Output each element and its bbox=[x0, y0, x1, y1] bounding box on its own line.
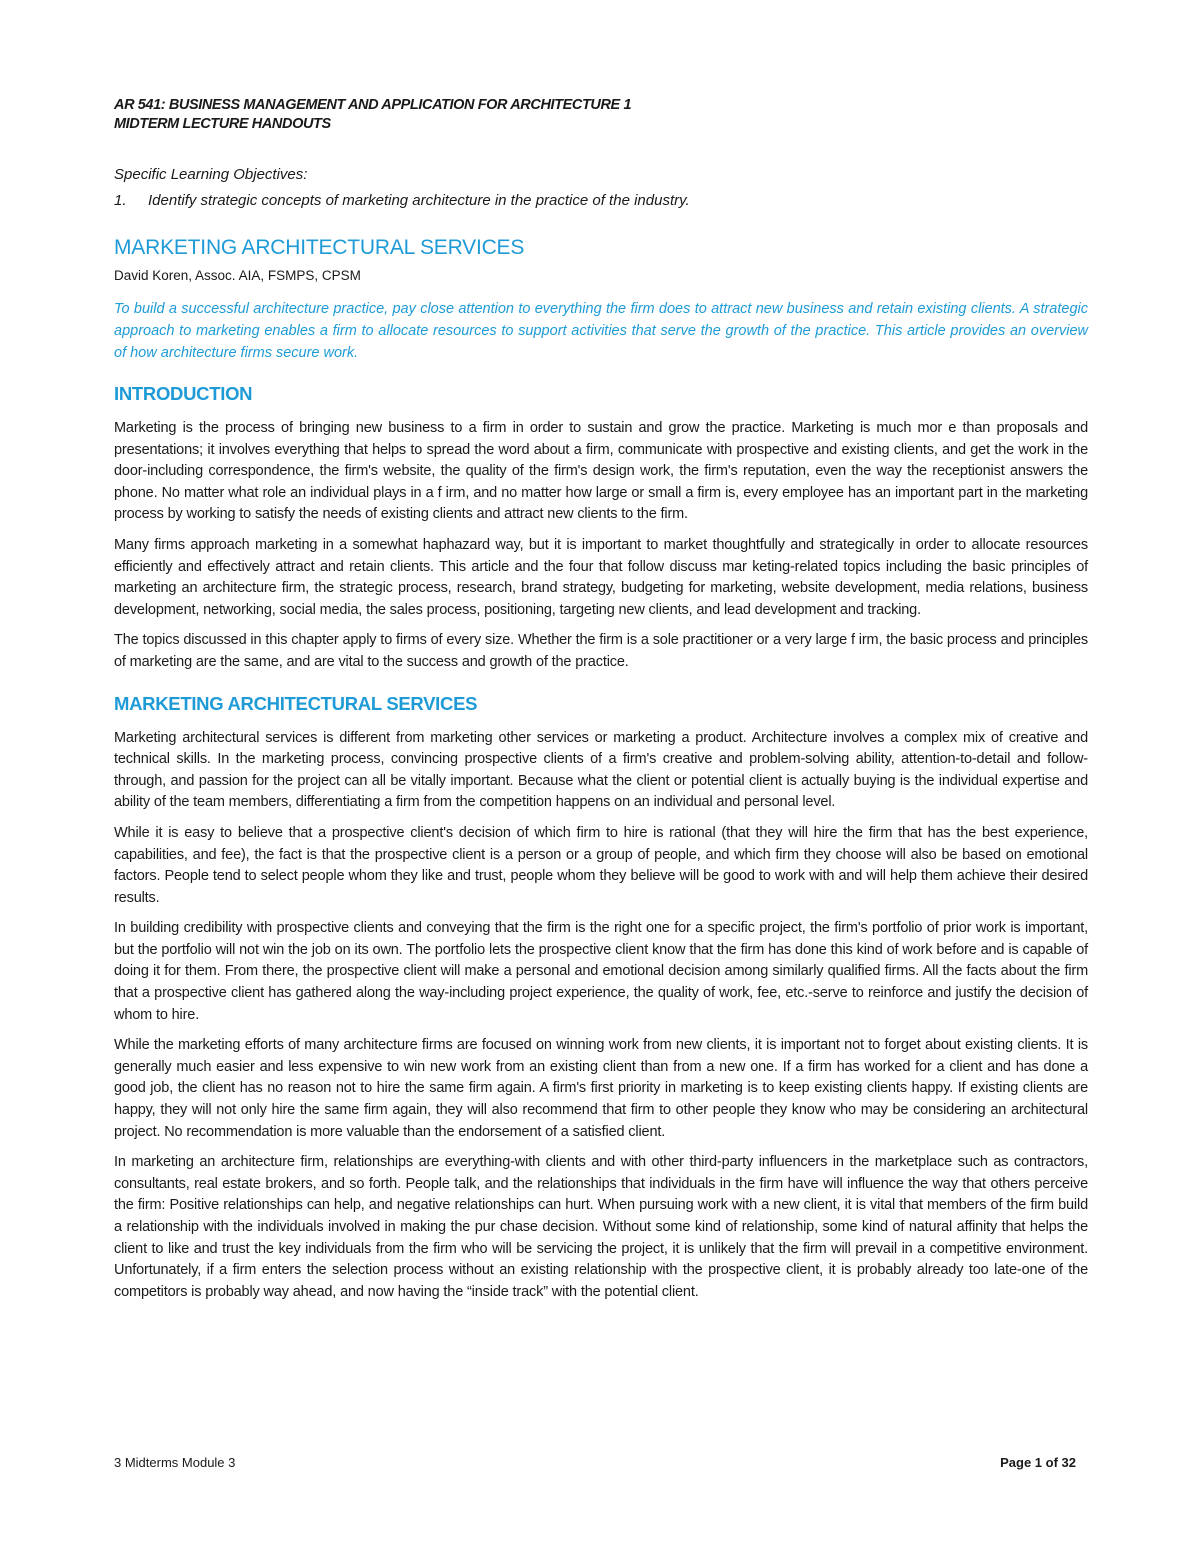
paragraph: Marketing is the process of bringing new business to a firm in order to sustain and grow the practice. Marketing is much mor e than proposals and presentations; it involves everything that helps to spread the word about a firm, communicate with prospective and existing clients, and get the work in the door-including correspondence, the firm's website, the quality of the firm's design work, the firm's reputation, even the way the receptionist answers the phone. No matter what role an individual plays in a f irm, and no matter how large or small a firm is, every employee has an important part in the marketing process by working to satisfy the needs of existing clients and attract new clients to the firm. bbox=[114, 420, 1088, 523]
paragraph: In marketing an architecture firm, relationships are everything-with clients and with other third-party influencers in the marketplace such as contractors, consultants, real estate brokers, and so forth. People talk, and the relationships that individuals in the firm have will influence the way that others perceive the firm: Positive relationships can help, and negative relationships can hurt. When pursuing work with a new client, it is vital that members of the firm build a relationship with the individuals involved in making the pur chase decision. Without some kind of relationship, some kind of natural affinity that helps the client to like and trust the key individuals from the firm who will be servicing the project, it is unlikely that the firm will prevail in a competitive environment. Unfortunately, if a firm enters the selection process without an existing relationship with the prospective client, it is probably already too late-one of the competitors is probably way ahead, and now having the “inside track” with the potential client. bbox=[114, 1154, 1088, 1300]
paragraph: Marketing architectural services is different from marketing other services or marketing a product. Architecture involves a complex mix of creative and technical skills. In the marketing process, convincing prospective clients of a firm's creative and problem-solving ability, attention-to-detail and follow-through, and passion for the project can all be vitally important. Because what the client or potential client is actually buying is the individual expertise and ability of the team members, differentiating a firm from the competition happens on an individual and personal level. bbox=[114, 729, 1088, 811]
paragraph: Many firms approach marketing in a somewhat haphazard way, but it is important to market thoughtfully and strategically in order to allocate resources efficiently and effectively attract and retain clients. This article and the four that follow discuss mar keting-related topics including the basic principles of marketing an architecture firm, the strategic process, research, brand strategy, budgeting for marketing, website development, media relations, business development, networking, social media, the sales process, positioning, targeting new clients, and lead development and tracking. bbox=[114, 536, 1088, 618]
paragraph: While it is easy to believe that a prospective client's decision of which firm to hire is rational (that they will hire the firm that has the best experience, capabilities, and fee), the fact is that the prospective client is a person or a group of people, and which firm they choose will also be based on emotional factors. People tend to select people whom they like and trust, people whom they believe will be good to work with and will help them achieve their desired results. bbox=[114, 824, 1088, 906]
section-heading-marketing: MARKETING ARCHITECTURAL SERVICES bbox=[114, 692, 478, 714]
objective-text: Identify strategic concepts of marketing architecture in the practice of the industry. bbox=[148, 192, 690, 209]
objective-number: 1. bbox=[114, 192, 127, 209]
footer-module-label: 3 Midterms Module 3 bbox=[114, 1455, 236, 1470]
document-page bbox=[114, 96, 1088, 1312]
objectives-label: Specific Learning Objectives: bbox=[114, 166, 308, 183]
page-number bbox=[1000, 1454, 1076, 1472]
course-title: AR 541: BUSINESS MANAGEMENT AND APPLICATION FOR ARCHITECTURE 1 bbox=[114, 97, 632, 113]
paragraph: While the marketing efforts of many architecture firms are focused on winning work from new clients, it is important not to forget about existing clients. It is generally much easier and less expensive to win new work from an existing client than from a new one. If a firm has worked for a client and has done a good job, the client has no reason not to hire the same firm again. A firm's first priority in marketing is to keep existing clients happy. If existing clients are happy, they will not only hire the same firm again, they will also recommend that firm to other people they know who may be considering an architectural project. No recommendation is more valuable than the endorsement of a satisfied client. bbox=[114, 1037, 1088, 1140]
objective-item bbox=[114, 190, 1088, 212]
article-abstract: To build a successful architecture practice, pay close attention to everything the firm does to attract new business and retain existing clients. A strategic approach to marketing enables a firm to allocate resources to support activities that serve the growth of the practice. This article provides an overview of how architecture firms secure work. bbox=[114, 301, 1088, 361]
page-number-text: Page 1 of 32 bbox=[1000, 1455, 1076, 1470]
article-title: MARKETING ARCHITECTURAL SERVICES bbox=[114, 236, 525, 259]
article-author: David Koren, Assoc. AIA, FSMPS, CPSM bbox=[114, 268, 361, 283]
page-footer bbox=[114, 1454, 1076, 1472]
learning-objectives bbox=[114, 164, 1088, 212]
paragraph: In building credibility with prospective clients and conveying that the firm is the right one for a specific project, the firm's portfolio of prior work is important, but the portfolio will not win the job on its own. The portfolio lets the prospective client know that the firm has done this kind of work before and is capable of doing it for them. From there, the prospective client will make a personal and emotional decision among similarly qualified firms. All the facts about the firm that a prospective client has gathered along the way-including project experience, the quality of work, fee, etc.-serve to reinforce and justify the decision of whom to hire. bbox=[114, 920, 1088, 1023]
paragraph: The topics discussed in this chapter apply to firms of every size. Whether the firm is a sole practitioner or a very large f irm, the basic process and principles of marketing are the same, and are vital to the success and growth of the practice. bbox=[114, 632, 1088, 670]
section-heading-introduction: INTRODUCTION bbox=[114, 383, 253, 404]
handout-subtitle: MIDTERM LECTURE HANDOUTS bbox=[114, 116, 331, 132]
